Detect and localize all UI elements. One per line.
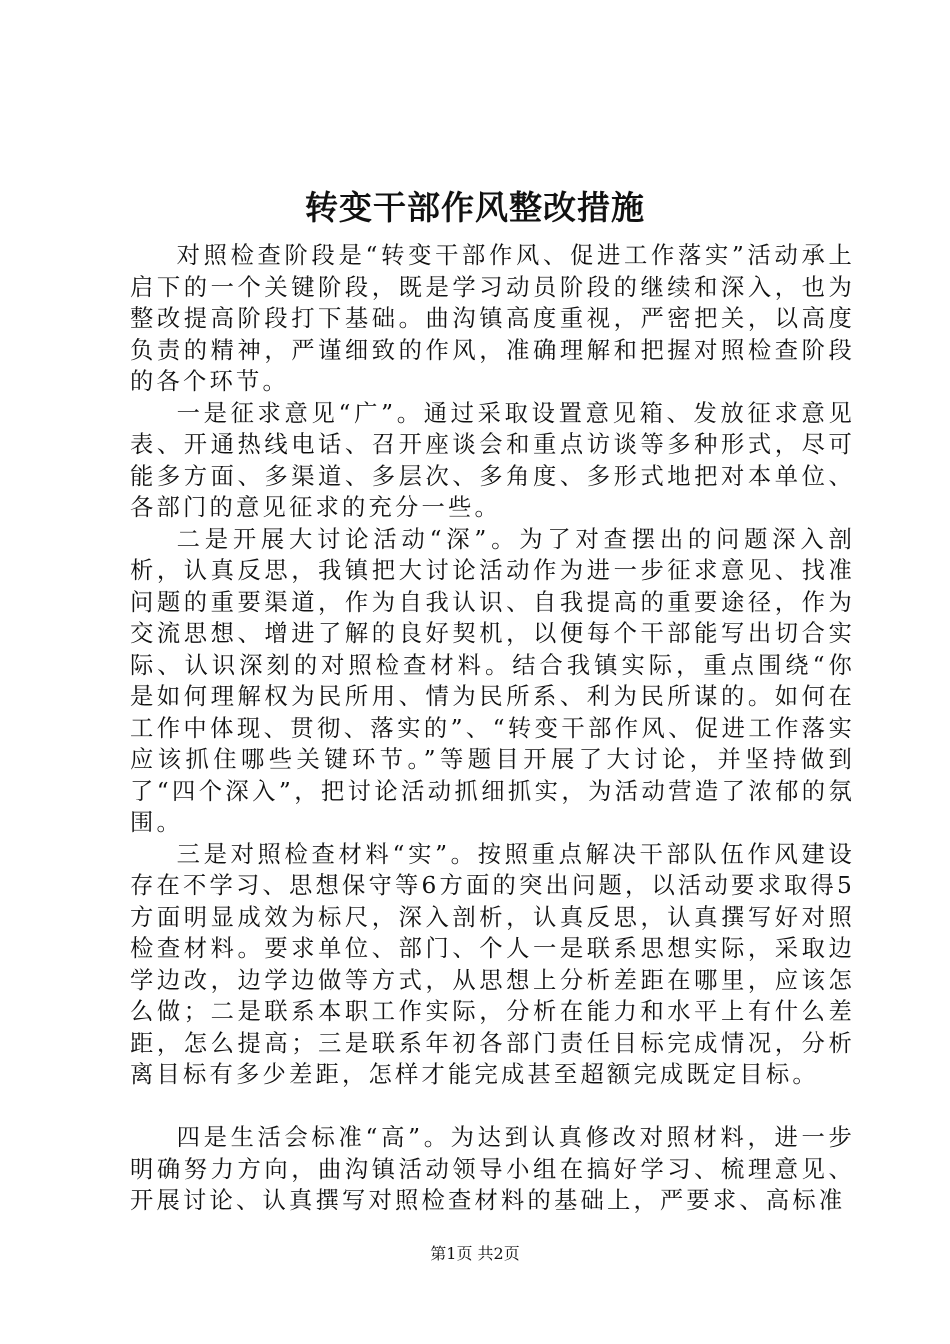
paragraph-point-three: 三是对照检查材料“实”。按照重点解决干部队伍作风建设存在不学习、思想保守等6方面的突出问题，以活动要求取得5方面明显成效为标尺，深入剖析，认真反思，认真撰写好对照检查材料。要求单位、部门、个人一是联系思想实际，采取边学边改，边学边做等方式，从思想上分析差距在哪里，应该怎么做；二是联系本职工作实际，分析在能力和水平上有什么差距，怎么提高；三是联系年初各部门责任目标完成情况，分析离目标有多少差距，怎样才能完成甚至超额完成既定目标。 xyxy=(130,840,855,1088)
paragraph-point-one: 一是征求意见“广”。通过采取设置意见箱、发放征求意见表、开通热线电话、召开座谈会和重点访谈等多种形式，尽可能多方面、多渠道、多层次、多角度、多形式地把对本单位、各部门的意见征求的充分一些。 xyxy=(130,399,855,521)
paragraph-intro: 对照检查阶段是“转变干部作风、促进工作落实”活动承上启下的一个关键阶段，既是学习动员阶段的继续和深入，也为整改提高阶段打下基础。曲沟镇高度重视，严密把关，以高度负责的精神，严谨细致的作风，准确理解和把握对照检查阶段的各个环节。 xyxy=(130,242,855,395)
page-number-footer: 第1页 共2页 xyxy=(430,1244,520,1263)
document-title: 转变干部作风整改措施 xyxy=(305,188,645,227)
document-body xyxy=(130,240,855,1217)
paragraph-point-four: 四是生活会标准“高”。为达到认真修改对照材料，进一步明确努力方向，曲沟镇活动领导小组在搞好学习、梳理意见、开展讨论、认真撰写对照检查材料的基础上，严要求、高标准 xyxy=(130,1124,855,1214)
paragraph-point-two: 二是开展大讨论活动“深”。为了对查摆出的问题深入剖析，认真反思，我镇把大讨论活动作为进一步征求意见、找准问题的重要渠道，作为自我认识、自我提高的重要途径，作为交流思想、增进了解的良好契机，以便每个干部能写出切合实际、认识深刻的对照检查材料。结合我镇实际，重点围绕“你是如何理解权为民所用、情为民所系、利为民所谋的。如何在工作中体现、贯彻、落实的”、“转变干部作风、促进工作落实应该抓住哪些关键环节。”等题目开展了大讨论，并坚持做到了“四个深入”，把讨论活动抓细抓实，为活动营造了浓郁的氛围。 xyxy=(130,525,855,836)
